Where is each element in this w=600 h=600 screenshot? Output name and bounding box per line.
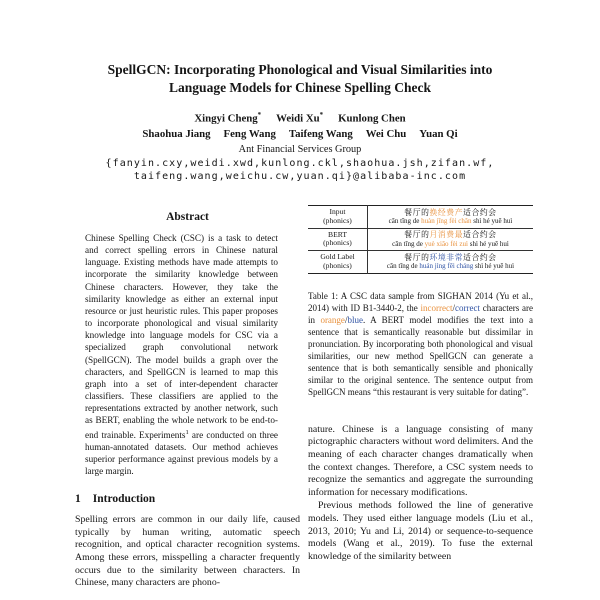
- row-content: [368, 206, 534, 229]
- table-row-gold-label: [308, 251, 533, 274]
- author-mark: *: [257, 111, 262, 119]
- row-content: [368, 251, 534, 274]
- author-name: Taifeng Wang: [288, 127, 353, 140]
- author-mark: *: [319, 111, 324, 119]
- two-column-body: [75, 198, 533, 590]
- caption-segment: characters are in: [308, 302, 533, 325]
- author-name: Yuan Qi: [419, 127, 458, 140]
- caption-segment-correct: correct: [455, 302, 481, 313]
- body-paragraph-2: Previous methods followed the line of generative models. They used either language models (Liu et al., 2013, 2010; Yu and Li, 2014) or sequence-to-sequence models (Wang et al., 2019). To fuse the external knowledge of the similarity between: [308, 500, 533, 562]
- sentence-pinyin: cān tīng de huàn jīng fèi chǎn shì hé yuē huì: [388, 217, 513, 226]
- author-name: Shaohua Jiang: [142, 127, 211, 140]
- author-name: Xingyi Cheng*: [194, 111, 262, 125]
- author-name: Kunlong Chen: [338, 112, 406, 125]
- row-label: BERT (phonics): [308, 228, 368, 251]
- caption-segment: Table 1: A CSC data sample from SIGHAN 2014 (Yu et al., 2014) with ID B1-3440-2, the: [308, 290, 533, 313]
- abstract-heading: Abstract: [166, 211, 209, 223]
- authors-row-2: [0, 128, 600, 140]
- row-label: Input (phonics): [308, 206, 368, 229]
- sentence-pinyin: cān tīng de huán jìng fēi cháng shì hé yuē huì: [386, 262, 515, 271]
- body-paragraph-1: nature. Chinese is a language consisting of many pictographic characters without word delimiters. And the meaning of each character changes dramatically when the context changes. Therefore, a CSC system needs to recognize the semantics and aggregate the surrounding information for necessary modifications.: [308, 423, 533, 498]
- right-column: [308, 198, 533, 590]
- abstract-text: are conducted on three human-annotated datasets. Our method achieves superior performance against previous models by a large margin.: [85, 429, 278, 477]
- authors-row-1: [0, 111, 600, 125]
- row-label: Gold Label (phonics): [308, 251, 368, 274]
- table-row-bert: [308, 228, 533, 251]
- author-name: Feng Wang: [223, 127, 276, 140]
- email-block: [0, 157, 600, 184]
- affiliation: Ant Financial Services Group: [238, 143, 362, 155]
- author-name: Wei Chu: [365, 127, 407, 140]
- author-name: Weidi Xu*: [276, 111, 324, 125]
- section-title: Introduction: [92, 493, 156, 506]
- abstract-paragraph: [85, 232, 278, 477]
- caption-segment-incorrect: incorrect: [420, 302, 453, 313]
- sentence-chinese: 餐厅的月消费最适合约会: [404, 230, 497, 240]
- intro-paragraph: Spelling errors are common in our daily life, caused typically by human writing, automatic speech recognition, and optical character recognition systems. Among these errors, misspelling a character frequently occurs due to the similarity between characters. In Chinese, many characters are phono-: [75, 514, 300, 589]
- footnote-marker: 1: [185, 428, 189, 436]
- sentence-pinyin: cān tīng de yuè xiāo fèi zuì shì hé yuē huì: [392, 239, 509, 248]
- caption-segment: . A BERT model modifies the text into a sentence that is semantically reasonable but dissimilar in pronunciation. By incorporating both phonological and visual similarities, our new method SpellGCN can generate a sentence that is both semantically sensible and phonically similar to the original sentence. The sentence output from SpellGCN means “this restaurant is very suitable for dating”.: [308, 314, 533, 397]
- left-column: [75, 198, 300, 590]
- csc-sample-table: [308, 205, 533, 274]
- email-line-2: taifeng.wang,weichu.cw,yuan.qi}@alibaba-inc.com: [133, 171, 467, 183]
- caption-segment-blue: blue: [347, 314, 363, 325]
- section-number: 1: [75, 493, 81, 506]
- paper-title: SpellGCN: Incorporating Phonological and Visual Similarities into Language Models for Chinese Spelling Check: [107, 62, 493, 95]
- section-heading-introduction: [75, 493, 300, 505]
- table-caption: [308, 290, 533, 398]
- sentence-chinese: 餐厅的环境非常适合约会: [404, 252, 497, 262]
- table-row-input: [308, 206, 533, 229]
- caption-segment-orange: orange: [320, 314, 345, 325]
- email-line-1: {fanyin.cxy,weidi.xwd,kunlong.ckl,shaohua.jsh,zifan.wf,: [105, 157, 495, 169]
- caption-segment: /: [344, 314, 348, 325]
- sentence-chinese: 餐厅的换经费产适合约会: [404, 207, 497, 217]
- abstract-text: Chinese Spelling Check (CSC) is a task to detect and correct spelling errors in Chinese natural language. Existing methods have made attempts to incorporate the similarity knowledge between Chinese characters. However, they take the similarity knowledge as either an external input resource or just heuristic rules. This paper proposes to incorporate phonological and visual similarity knowledge into language models for CSC via a specialized graph convolutional network (SpellGCN). The model builds a graph over the characters, and SpellGCN is learned to map this graph into a set of inter-dependent character classifiers. These classifiers are applied to the representations extracted by another network, such as BERT, enabling the whole network to be end-to-end trainable. Experiments: [85, 233, 278, 440]
- paper-header: [0, 61, 600, 184]
- caption-segment: /: [452, 302, 456, 313]
- row-content: [368, 228, 534, 251]
